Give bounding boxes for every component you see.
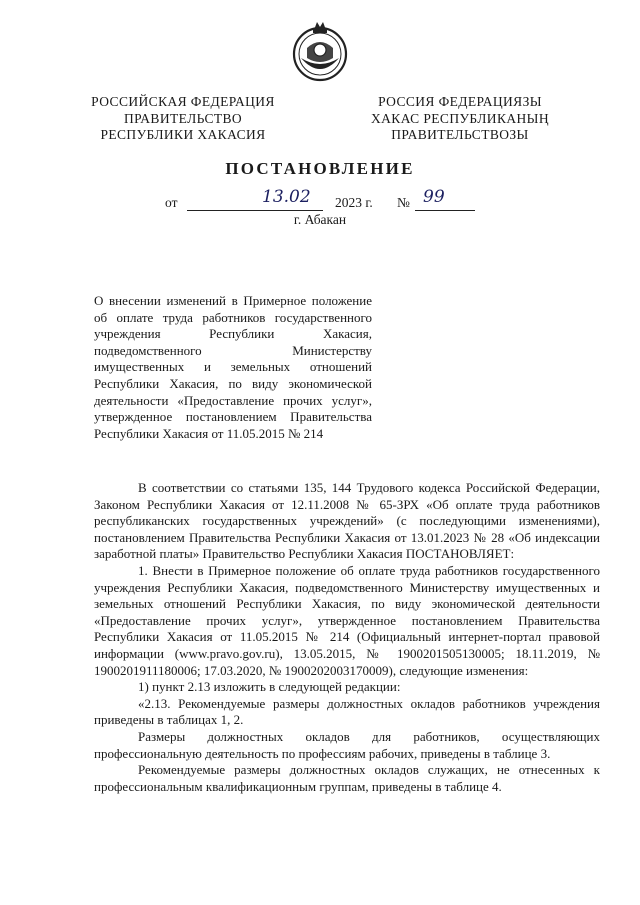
handwritten-number: 99 bbox=[423, 187, 445, 207]
header-right-line: РОССИЯ ФЕДЕРАЦИЯЗЫ bbox=[378, 94, 542, 109]
date-year: 2023 г. bbox=[335, 195, 373, 210]
date-prefix: от bbox=[165, 195, 178, 210]
header-right-line: ПРАВИТЕЛЬСТВОЗЫ bbox=[391, 127, 529, 142]
coat-of-arms-emblem-icon bbox=[287, 18, 353, 84]
body-paragraph: Рекомендуемые размеры должностных окладов служащих, не отнесенных к профессиональным квалификационным группам, приведены в таблице 4. bbox=[94, 762, 600, 794]
body-paragraph: 1. Внести в Примерное положение об оплате труда работников государственного учреждения Республики Хакасия, подведомственного Министерству имущественных и земельных отношений Республики Хакасия, по виду экономической деятельности «Предоставление прочих услуг», утвержденное постановлением Правительства Республики Хакасия от 11.05.2015 № 214 (Официальный интернет-портал правовой информации (www.pravo.gov.ru), 13.05.2015, № 1900201505130005; 18.11.2019, № 1900201911180006; 17.03.2020, № 1900202003170009), следующие изменения: bbox=[94, 562, 600, 678]
document-type-title: ПОСТАНОВЛЕНИЕ bbox=[225, 159, 415, 178]
header-left-line: РОССИЙСКАЯ ФЕДЕРАЦИЯ bbox=[91, 94, 275, 109]
number-sign: № bbox=[397, 195, 410, 210]
date-underline bbox=[187, 210, 323, 211]
body-paragraph: В соответствии со статьями 135, 144 Трудового кодекса Российской Федерации, Законом Республики Хакасия от 12.11.2008 № 65-ЗРХ «Об оплате труда работников республиканских государственных учреждений» (с последующими изменениями), постановлением Правительства Республики Хакасия от 13.01.2023 № 28 «Об индексации заработной платы» Правительство Республики Хакасия ПОСТАНОВЛЯЕТ: bbox=[94, 480, 600, 562]
body-paragraph: «2.13. Рекомендуемые размеры должностных окладов работников учреждения приведены в таблицах 1, 2. bbox=[94, 695, 600, 728]
header-right-line: ХАКАС РЕСПУБЛИКАНЫҢ bbox=[371, 110, 549, 126]
header-left-line: ПРАВИТЕЛЬСТВО bbox=[123, 110, 243, 126]
header-right bbox=[355, 94, 565, 144]
city-line: г. Абакан bbox=[293, 212, 347, 227]
header-left-line: РЕСПУБЛИКИ ХАКАСИЯ bbox=[100, 127, 266, 142]
subject-block: О внесении изменений в Примерное положение об оплате труда работников государственного учреждения Республики Хакасия, подведомственного Министерству имущественных и земельных отношений Республики Хакасия, по виду экономической деятельности «Предоставление прочих услуг», утвержденное постановлением Правительства Республики Хакасия от 11.05.2015 № 214 bbox=[94, 293, 372, 441]
number-underline bbox=[415, 210, 475, 211]
body-text bbox=[94, 480, 600, 795]
handwritten-date: 13.02 bbox=[262, 187, 311, 207]
body-paragraph: Размеры должностных окладов для работников, осуществляющих профессиональную деятельность по профессиям рабочих, приведены в таблице 3. bbox=[94, 728, 600, 761]
header-left bbox=[78, 94, 288, 144]
body-paragraph: 1) пункт 2.13 изложить в следующей редакции: bbox=[138, 679, 401, 695]
